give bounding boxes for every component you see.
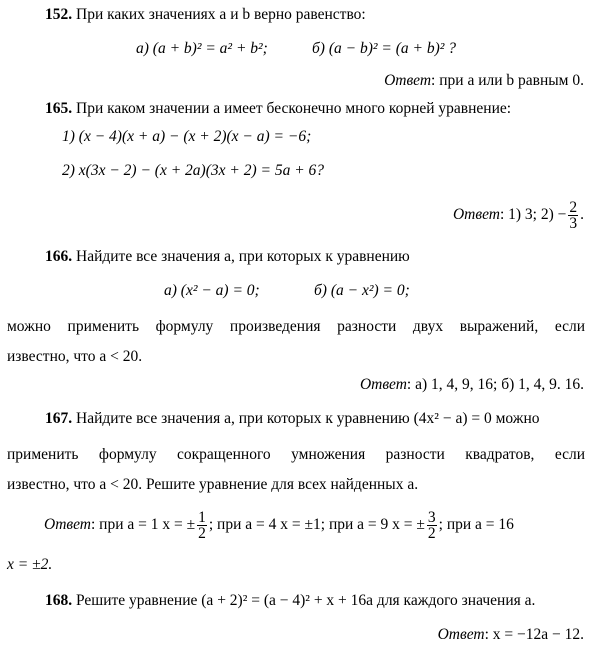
answer-text: : а) 1, 4, 9, 16; б) 1, 4, 9. 16. [406,376,584,393]
fraction-numerator: 1 [198,508,206,526]
problem-152-title [45,6,366,24]
problem-166-line-3: известно, что a < 20. [7,348,143,365]
problem-number: 165. [45,100,73,117]
problem-167-line-2: применить формулу сокращенного умножения разности квадратов, если [7,446,585,463]
problem-number: 167. [45,410,73,427]
answer-label: Ответ [44,516,91,533]
problem-165-equation-2: 2) x(3x − 2) − (x + 2a)(3x + 2) = 5a + 6? [62,162,325,179]
problem-number: 168. [45,592,73,609]
problem-165-title [45,100,511,118]
answer-label: Ответ [384,72,432,89]
problem-167-answer-end: x = ±2. [7,556,53,573]
problem-152-part-a: а) (a + b)² = a² + b²; [136,40,268,57]
problem-166-part-a: а) (x² − a) = 0; [164,282,260,299]
problem-168-title [45,592,535,610]
problem-text: Найдите все значения a, при которых к уравнению (4x² − a) = 0 можно [76,410,540,427]
fraction-denominator: 3 [569,214,578,232]
fraction-denominator: 2 [427,524,436,542]
answer-end: . [580,206,584,223]
fraction-numerator: 2 [569,198,578,216]
answer-text: : при a или b равным 0. [431,72,584,89]
answer-label: Ответ [452,206,500,223]
problem-text: При каком значении a имеет бесконечно много корней уравнение: [76,100,512,117]
problem-167-answer [44,508,514,542]
problem-167-line-3: известно, что a < 20. Решите уравнение для всех найденных a. [7,476,419,493]
answer-text: : 1) 3; 2) − [499,206,567,223]
answer-fraction-1 [197,510,207,541]
answer-label: Ответ [359,376,407,393]
answer-label: Ответ [437,626,485,643]
fraction-numerator: 3 [427,508,436,526]
problem-number: 166. [45,248,73,265]
answer-text: : x = −12a − 12. [484,626,584,643]
problem-166-part-b: б) (a − x²) = 0; [314,282,410,299]
answer-fraction-2 [427,510,437,541]
problem-166-title [45,248,410,266]
problem-text: При каких значениях a и b верно равенство: [76,6,366,23]
problem-165-answer [453,198,584,232]
problem-number: 152. [45,6,73,23]
problem-152-answer [384,72,584,90]
answer-text: : при a = 1 x = ± [90,516,196,533]
problem-166-line-2: можно применить формулу произведения разности двух выражений, если [7,318,585,335]
problem-167-title [45,410,540,428]
answer-fraction [568,200,578,231]
problem-text: Найдите все значения a, при которых к уравнению [76,248,410,265]
answer-text: ; при a = 4 x = ±1; при a = 9 x = ± [208,516,425,533]
answer-text: ; при a = 16 [438,516,514,533]
problem-152-part-b: б) (a − b)² = (a + b)² ? [312,40,457,57]
problem-165-equation-1: 1) (x − 4)(x + a) − (x + 2)(x − a) = −6; [62,128,312,145]
problem-168-answer [438,626,584,644]
problem-166-answer [360,376,584,394]
problem-text: Решите уравнение (a + 2)² = (a − 4)² + x + 16a для каждого значения a. [76,592,536,609]
fraction-denominator: 2 [198,524,206,542]
